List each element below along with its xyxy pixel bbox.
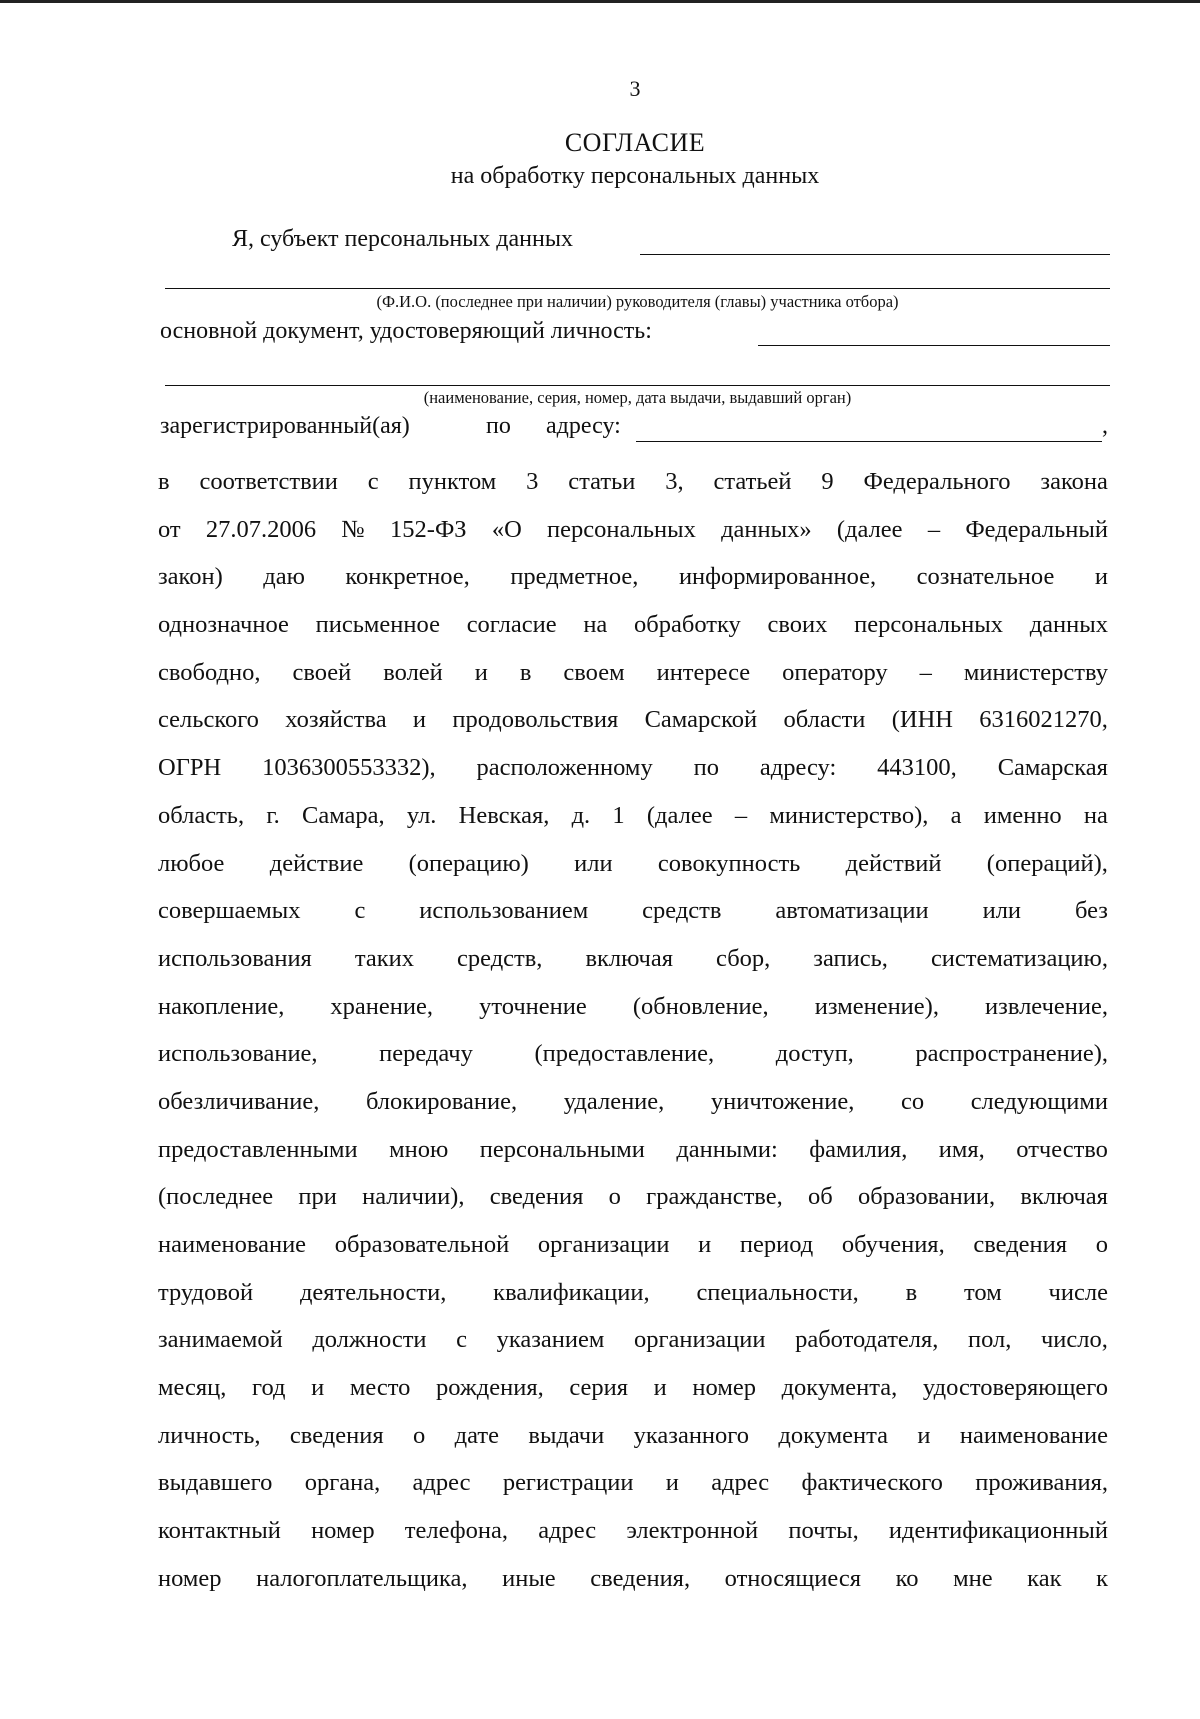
body-line: обезличивание, блокирование, удаление, уничтожение, со следующими xyxy=(158,1087,1108,1115)
subject-name-field-line-2[interactable] xyxy=(165,288,1110,289)
document-title: СОГЛАСИЕ xyxy=(564,128,706,157)
address-field[interactable] xyxy=(636,441,1102,442)
body-line: трудовой деятельности, квалификации, специальности, в том числе xyxy=(158,1278,1108,1306)
document-label: основной документ, удостоверяющий личность: xyxy=(160,318,652,344)
body-line: закон) даю конкретное, предметное, информированное, сознательное и xyxy=(158,563,1108,591)
body-line: контактный номер телефона, адрес электронной почты, идентификационный xyxy=(158,1517,1108,1545)
body-line: предоставленными мною персональными данными: фамилия, имя, отчество xyxy=(158,1135,1108,1163)
body-line: сельского хозяйства и продовольствия Самарской области (ИНН 6316021270, xyxy=(158,706,1108,734)
subject-name-field[interactable] xyxy=(640,254,1110,255)
body-line: ОГРН 1036300553332), расположенному по адресу: 443100, Самарская xyxy=(158,754,1108,782)
consent-body xyxy=(158,458,1108,1603)
address-label-1: зарегистрированный(ая) xyxy=(160,413,410,439)
body-line: в соответствии с пунктом 3 статьи 3, статьей 9 Федерального закона xyxy=(158,468,1108,495)
identity-document-field[interactable] xyxy=(758,345,1110,346)
body-line: свободно, своей волей и в своем интересе оператору – министерству xyxy=(158,658,1108,686)
body-line: область, г. Самара, ул. Невская, д. 1 (далее – министерство), а именно на xyxy=(158,801,1108,829)
top-border xyxy=(0,0,1200,3)
body-line: накопление, хранение, уточнение (обновление, изменение), извлечение, xyxy=(158,992,1108,1020)
body-line: (последнее при наличии), сведения о гражданстве, об образовании, включая xyxy=(158,1183,1108,1211)
address-label-2: по xyxy=(486,413,511,439)
subject-caption: (Ф.И.О. (последнее при наличии) руководителя (главы) участника отбора) xyxy=(376,292,899,311)
body-line: выдавшего органа, адрес регистрации и адрес фактического проживания, xyxy=(158,1469,1108,1497)
body-line: использования таких средств, включая сбор, запись, систематизацию, xyxy=(158,944,1108,972)
body-line: использование, передачу (предоставление, доступ, распространение), xyxy=(158,1040,1108,1068)
body-line: занимаемой должности с указанием организации работодателя, пол, число, xyxy=(158,1326,1108,1354)
body-line: любое действие (операцию) или совокупность действий (операций), xyxy=(158,849,1108,877)
address-label-3: адресу: xyxy=(546,413,621,439)
body-line: совершаемых с использованием средств автоматизации или без xyxy=(158,897,1108,925)
body-line: однозначное письменное согласие на обработку своих персональных данных xyxy=(158,611,1108,639)
body-line: наименование образовательной организации и период обучения, сведения о xyxy=(158,1231,1108,1258)
identity-document-field-line-2[interactable] xyxy=(165,385,1110,386)
body-line: номер налогоплательщика, иные сведения, относящиеся ко мне как к xyxy=(158,1564,1108,1592)
page-number: 3 xyxy=(629,76,641,101)
body-line: от 27.07.2006 № 152-ФЗ «О персональных данных» (далее – Федеральный xyxy=(158,515,1108,543)
document-caption: (наименование, серия, номер, дата выдачи, выдавший орган) xyxy=(423,388,852,407)
address-comma: , xyxy=(1102,413,1108,439)
body-line: месяц, год и место рождения, серия и номер документа, удостоверяющего xyxy=(158,1374,1108,1402)
document-subtitle: на обработку персональных данных xyxy=(450,163,820,189)
subject-label: Я, субъект персональных данных xyxy=(232,226,573,252)
body-line: личность, сведения о дате выдачи указанного документа и наименование xyxy=(158,1421,1108,1449)
